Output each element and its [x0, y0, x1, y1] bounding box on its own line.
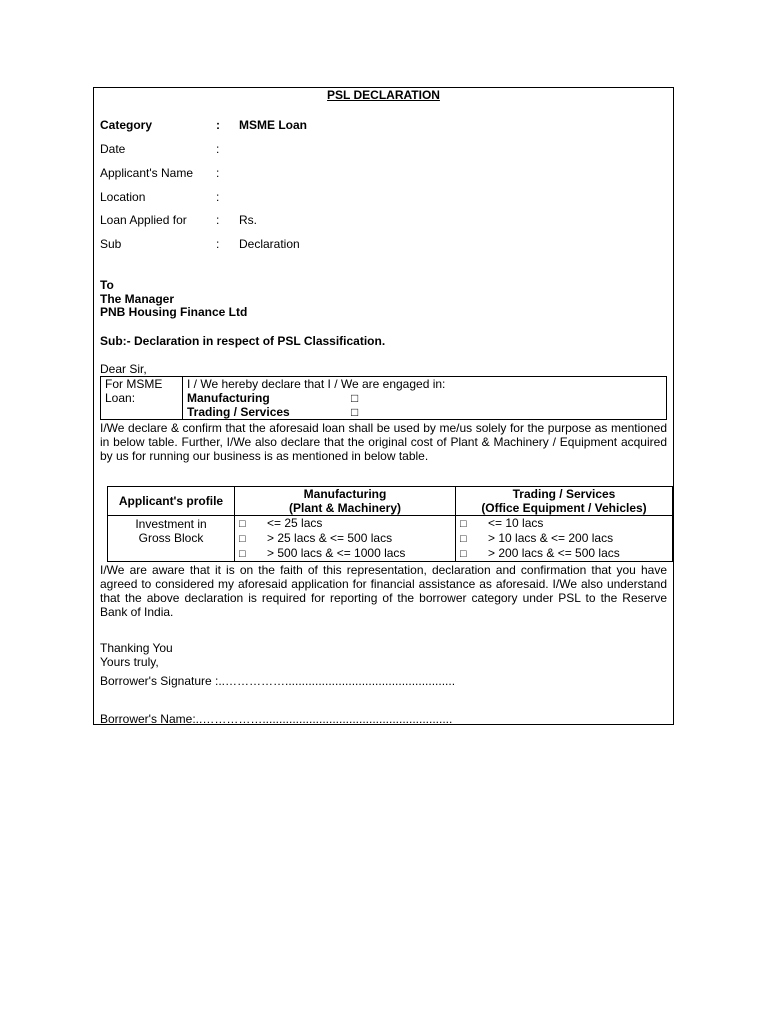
- checkbox-icon[interactable]: □: [239, 548, 246, 560]
- checkbox-icon[interactable]: □: [460, 533, 467, 545]
- trading-options: [456, 516, 673, 562]
- header-text: Trading / Services: [512, 487, 616, 501]
- header-manufacturing: [235, 487, 456, 516]
- field-value: Rs.: [239, 213, 257, 227]
- manufacturing-options: [235, 516, 456, 562]
- field-label: Location: [100, 190, 146, 204]
- subject-line: Sub:- Declaration in respect of PSL Classification.: [100, 334, 386, 348]
- trd-option-2[interactable]: [460, 531, 668, 546]
- profile-table: [107, 486, 673, 562]
- addressee-to: To: [100, 278, 114, 292]
- field-label: Applicant's Name: [100, 166, 193, 180]
- mfg-option-3[interactable]: [239, 546, 451, 561]
- field-colon: :: [216, 166, 220, 180]
- row-label-cell: [108, 516, 235, 562]
- field-colon: :: [216, 142, 220, 156]
- addressee-manager: The Manager: [100, 292, 175, 306]
- msme-label-cell: [101, 377, 183, 420]
- header-subtext: (Plant & Machinery): [288, 501, 402, 515]
- field-label: Category: [100, 118, 153, 132]
- option-label: Trading / Services: [187, 405, 290, 419]
- option-text: > 25 lacs & <= 500 lacs: [267, 531, 393, 545]
- field-colon: :: [216, 190, 220, 204]
- header-text: Applicant's profile: [118, 494, 224, 508]
- option-text: <= 10 lacs: [488, 516, 544, 530]
- trd-option-3[interactable]: [460, 546, 668, 561]
- declaration-form: [93, 87, 674, 725]
- option-label: Manufacturing: [187, 391, 270, 405]
- field-label: Date: [100, 142, 126, 156]
- option-trading[interactable]: [187, 405, 662, 419]
- field-colon: :: [216, 237, 220, 251]
- field-label: Sub: [100, 237, 122, 251]
- option-text: > 10 lacs & <= 200 lacs: [488, 531, 614, 545]
- field-value: MSME Loan: [239, 118, 307, 132]
- header-text: Manufacturing: [303, 487, 387, 501]
- mfg-option-1[interactable]: [239, 516, 451, 531]
- form-title: PSL DECLARATION: [327, 88, 440, 102]
- option-text: > 500 lacs & <= 1000 lacs: [267, 546, 406, 560]
- trd-option-1[interactable]: [460, 516, 668, 531]
- msme-options-cell: [183, 377, 667, 420]
- checkbox-icon[interactable]: □: [351, 391, 359, 405]
- option-manufacturing[interactable]: [187, 391, 662, 405]
- borrower-name-line[interactable]: Borrower's Name:..…………….........................................................: [100, 712, 453, 726]
- row-label: Investment in Gross Block: [135, 517, 207, 545]
- field-colon: :: [216, 213, 220, 227]
- addressee-company: PNB Housing Finance Ltd: [100, 305, 248, 319]
- msme-label: For MSME Loan:: [105, 377, 163, 405]
- checkbox-icon[interactable]: □: [239, 533, 246, 545]
- msme-intro: I / We hereby declare that I / We are engaged in:: [187, 377, 446, 391]
- thanking-you: Thanking You: [100, 641, 173, 655]
- header-subtext: (Office Equipment / Vehicles): [481, 501, 647, 515]
- field-label: Loan Applied for: [100, 213, 187, 227]
- mfg-option-2[interactable]: [239, 531, 451, 546]
- checkbox-icon[interactable]: □: [351, 405, 359, 419]
- yours-truly: Yours truly,: [100, 655, 159, 669]
- header-trading: [456, 487, 673, 516]
- checkbox-icon[interactable]: □: [239, 518, 246, 530]
- option-text: > 200 lacs & <= 500 lacs: [488, 546, 620, 560]
- checkbox-icon[interactable]: □: [460, 548, 467, 560]
- header-applicant-profile: [108, 487, 235, 516]
- checkbox-icon[interactable]: □: [460, 518, 467, 530]
- field-value: Declaration: [239, 237, 300, 251]
- borrower-signature-line[interactable]: Borrower's Signature :..……………...................................................: [100, 674, 456, 688]
- field-colon: :: [216, 118, 220, 132]
- salutation: Dear Sir,: [100, 362, 147, 376]
- declaration-paragraph: I/We declare & confirm that the aforesaid loan shall be used by me/us solely for the purpose as mentioned in below table. Further, I/We also declare that the original cost of Plant & Machinery / Equipment acquired by us for running our business is as mentioned in below table.: [100, 421, 667, 463]
- awareness-paragraph: I/We are aware that it is on the faith of this representation, declaration and confirmation that you have agreed to considered my aforesaid application for financial assistance as aforesaid. I/We also understand that the above declaration is required for reporting of the borrower category under PSL to the Reserve Bank of India.: [100, 563, 667, 619]
- msme-box: [100, 376, 667, 420]
- option-text: <= 25 lacs: [267, 516, 323, 530]
